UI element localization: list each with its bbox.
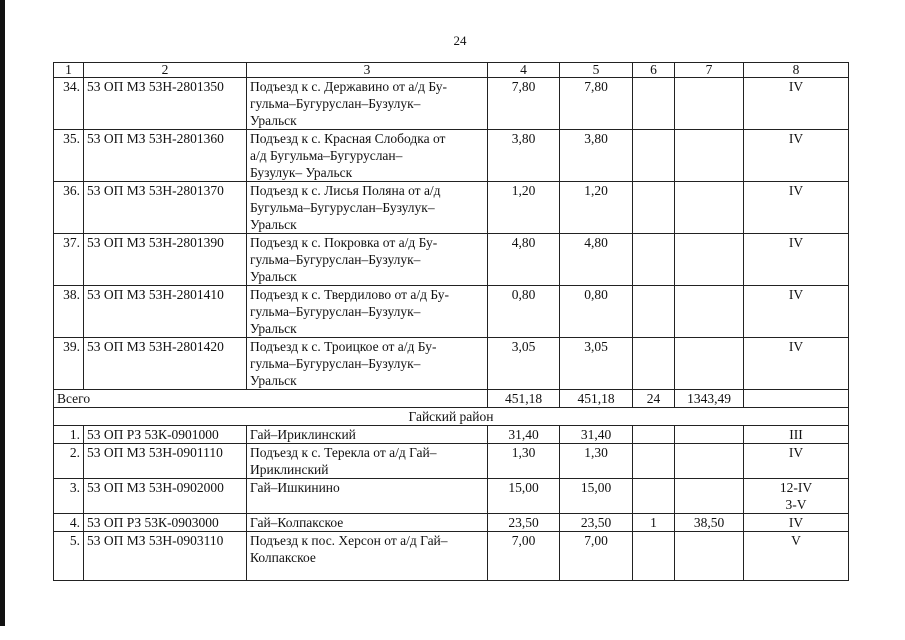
total-col-7: 1343,49 [675,390,744,408]
bridges-count [633,426,675,444]
total-row [54,390,849,408]
road-name [247,444,488,479]
total-col-4: 451,18 [488,390,560,408]
road-category-line: 12-IV [779,480,813,495]
total-col-5: 451,18 [560,390,633,408]
row-number: 1. [54,426,84,444]
table-body-section-a [54,78,849,390]
road-name-line: Подъезд к с. Терекла от а/д Гай– [250,445,437,460]
bridges-length [675,532,744,581]
road-name [247,130,488,182]
length-regional: 3,80 [560,130,633,182]
header-col-4: 4 [488,63,560,78]
table-row [54,338,849,390]
table-row [54,234,849,286]
bridges-length [675,286,744,338]
bridges-count [633,78,675,130]
row-number: 39. [54,338,84,390]
row-number: 3. [54,479,84,514]
road-category-line: 3-V [785,497,807,512]
header-col-5: 5 [560,63,633,78]
road-name-line: Уральск [250,217,297,232]
length-total: 31,40 [488,426,560,444]
table-row [54,78,849,130]
road-name-line: Ириклинский [250,462,329,477]
table-row [54,514,849,532]
page-number: 24 [453,33,467,48]
total-col-6: 24 [633,390,675,408]
total-col-8 [744,390,849,408]
table-row [54,532,849,581]
road-name-line: Уральск [250,373,297,388]
bridges-count [633,532,675,581]
length-regional: 1,20 [560,182,633,234]
road-category-line: III [789,427,803,442]
road-code: 53 ОП МЗ 53Н-0901110 [84,444,247,479]
header-col-6: 6 [633,63,675,78]
road-code: 53 ОП МЗ 53Н-2801370 [84,182,247,234]
road-category-line: IV [788,339,804,354]
header-col-7: 7 [675,63,744,78]
length-regional: 23,50 [560,514,633,532]
row-number: 34. [54,78,84,130]
road-category-line: IV [788,131,804,146]
road-category-line: IV [788,287,804,302]
road-name-line: Подъезд к с. Державино от а/д Бу- [250,79,448,94]
length-regional: 3,05 [560,338,633,390]
road-category [744,426,849,444]
total-label: Всего [54,390,488,408]
header-col-2: 2 [84,63,247,78]
road-category [744,338,849,390]
road-code: 53 ОП МЗ 53Н-2801360 [84,130,247,182]
table-body-section-b [54,426,849,581]
road-code: 53 ОП РЗ 53К-0901000 [84,426,247,444]
road-code: 53 ОП МЗ 53Н-2801410 [84,286,247,338]
row-number: 5. [54,532,84,581]
row-number: 37. [54,234,84,286]
road-code: 53 ОП МЗ 53Н-0903110 [84,532,247,581]
roads-table [53,62,849,581]
road-name-line: Колпакское [250,550,316,565]
bridges-length [675,444,744,479]
bridges-count [633,338,675,390]
table-row [54,182,849,234]
row-number: 36. [54,182,84,234]
road-name [247,479,488,514]
length-regional: 7,80 [560,78,633,130]
row-number: 4. [54,514,84,532]
road-code: 53 ОП МЗ 53Н-0902000 [84,479,247,514]
road-category-line: IV [788,79,804,94]
road-name-line: гульма–Бугуруслан–Бузулук– [250,96,421,111]
length-regional: 31,40 [560,426,633,444]
road-name-line: гульма–Бугуруслан–Бузулук– [250,252,421,267]
bridges-count [633,182,675,234]
header-col-1: 1 [54,63,84,78]
bridges-length [675,426,744,444]
bridges-count [633,444,675,479]
length-regional: 1,30 [560,444,633,479]
bridges-count [633,130,675,182]
road-name-line: Подъезд к с. Покровка от а/д Бу- [250,235,438,250]
length-total: 1,30 [488,444,560,479]
road-category [744,234,849,286]
road-category [744,182,849,234]
bridges-count [633,234,675,286]
header-col-8: 8 [744,63,849,78]
road-category [744,78,849,130]
road-name-line: Уральск [250,113,297,128]
road-name-line: а/д Бугульма–Бугуруслан– [250,148,403,163]
length-regional: 4,80 [560,234,633,286]
road-name-line: Уральск [250,269,297,284]
road-name-line: Подъезд к с. Троицкое от а/д Бу- [250,339,437,354]
road-name-line: гульма–Бугуруслан–Бузулук– [250,304,421,319]
table-row [54,426,849,444]
table-row [54,479,849,514]
road-category [744,130,849,182]
table-body-totals [54,390,849,426]
road-category-line: IV [788,515,804,530]
bridges-count: 1 [633,514,675,532]
road-category-line: IV [788,183,804,198]
road-name-line: Бузулук– Уральск [250,165,353,180]
road-name [247,338,488,390]
bridges-length [675,338,744,390]
road-category-line: V [791,533,801,548]
bridges-length [675,78,744,130]
road-name [247,286,488,338]
header-col-3: 3 [247,63,488,78]
length-total: 7,00 [488,532,560,581]
road-name-line: Гай–Колпакское [250,515,344,530]
length-total: 15,00 [488,479,560,514]
road-name-line: Уральск [250,321,297,336]
road-name [247,426,488,444]
road-category-line: IV [788,445,804,460]
bridges-count [633,286,675,338]
road-name-line: гульма–Бугуруслан–Бузулук– [250,356,421,371]
length-regional: 7,00 [560,532,633,581]
road-category [744,532,849,581]
road-category [744,286,849,338]
road-category [744,444,849,479]
road-name [247,532,488,581]
header-row [54,63,849,78]
road-name-line: Подъезд к с. Твердилово от а/д Бу- [250,287,450,302]
bridges-length: 38,50 [675,514,744,532]
district-heading: Гайский район [54,408,849,426]
road-category [744,514,849,532]
left-margin-bar [0,0,5,626]
road-name [247,234,488,286]
road-code: 53 ОП МЗ 53Н-2801350 [84,78,247,130]
row-number: 38. [54,286,84,338]
row-number: 35. [54,130,84,182]
table-row [54,286,849,338]
length-total: 23,50 [488,514,560,532]
length-total: 4,80 [488,234,560,286]
road-code: 53 ОП РЗ 53К-0903000 [84,514,247,532]
road-name-line: Подъезд к с. Красная Слободка от [250,131,446,146]
road-name [247,78,488,130]
bridges-length [675,182,744,234]
road-name-line: Подъезд к с. Лисья Поляна от а/д [250,183,441,198]
length-total: 3,80 [488,130,560,182]
road-category [744,479,849,514]
bridges-count [633,479,675,514]
district-row [54,408,849,426]
length-total: 7,80 [488,78,560,130]
road-name-line: Гай–Ишкинино [250,480,340,495]
length-total: 1,20 [488,182,560,234]
length-total: 3,05 [488,338,560,390]
table-row [54,130,849,182]
road-name-line: Подъезд к пос. Херсон от а/д Гай– [250,533,448,548]
road-code: 53 ОП МЗ 53Н-2801420 [84,338,247,390]
road-category-line: IV [788,235,804,250]
road-name [247,182,488,234]
bridges-length [675,130,744,182]
length-total: 0,80 [488,286,560,338]
table-row [54,444,849,479]
road-code: 53 ОП МЗ 53Н-2801390 [84,234,247,286]
bridges-length [675,479,744,514]
road-name [247,514,488,532]
road-name-line: Бугульма–Бугуруслан–Бузулук– [250,200,435,215]
row-number: 2. [54,444,84,479]
road-name-line: Гай–Ириклинский [250,427,356,442]
bridges-length [675,234,744,286]
length-regional: 15,00 [560,479,633,514]
length-regional: 0,80 [560,286,633,338]
